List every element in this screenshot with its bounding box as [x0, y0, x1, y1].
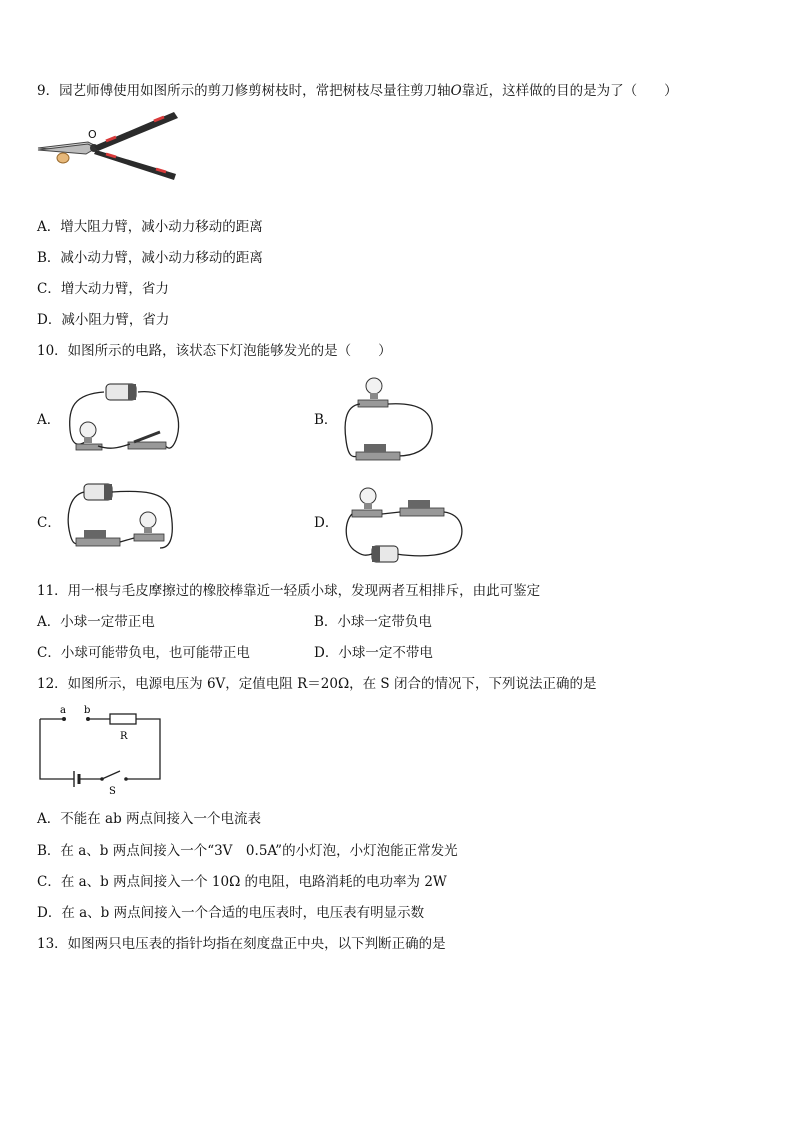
q10-circuit-b — [340, 372, 440, 464]
q12-terminal-a: a — [60, 705, 66, 716]
q12-circuit-figure — [36, 703, 168, 795]
q10-circuit-a — [64, 378, 184, 458]
q9-axis-letter: O — [450, 83, 462, 99]
q11-option-a[interactable]: A．小球一定带正电 — [37, 614, 155, 630]
q12-stem: 12．如图所示，电源电压为 6V，定值电阻 R＝20Ω，在 S 闭合的情况下，下列说法正确的是 — [37, 676, 597, 692]
q12-option-a[interactable]: A．不能在 ab 两点间接入一个电流表 — [37, 811, 262, 827]
q13-stem: 13．如图两只电压表的指针均指在刻度盘正中央，以下判断正确的是 — [37, 936, 446, 952]
q9-option-d[interactable]: D．减小阻力臂，省力 — [37, 312, 170, 328]
q10-label-a[interactable]: A． — [37, 412, 61, 428]
q10-label-d[interactable]: D． — [314, 515, 339, 531]
q12-option-c[interactable]: C．在 a、b 两点间接入一个 10Ω 的电阻，电路消耗的电功率为 2W — [37, 874, 447, 890]
q9-scissors-figure — [36, 108, 184, 180]
q12-option-b[interactable]: B．在 a、b 两点间接入一个“3V 0.5A”的小灯泡，小灯泡能正常发光 — [37, 843, 458, 859]
q11-stem: 11．用一根与毛皮摩擦过的橡胶棒靠近一轻质小球，发现两者互相排斥，由此可鉴定 — [37, 583, 541, 599]
q10-circuit-c — [64, 478, 184, 558]
q9-pivot-label: O — [88, 128, 97, 141]
q11-option-c[interactable]: C．小球可能带负电，也可能带正电 — [37, 645, 250, 661]
q12-terminal-b: b — [84, 705, 91, 716]
q10-stem: 10．如图所示的电路，该状态下灯泡能够发光的是（ ） — [37, 343, 392, 359]
q9-option-b[interactable]: B．减小动力臂，减小动力移动的距离 — [37, 250, 263, 266]
q10-label-c[interactable]: C． — [37, 515, 61, 531]
q9-option-a[interactable]: A．增大阻力臂，减小动力移动的距离 — [37, 219, 263, 235]
q9-option-c[interactable]: C．增大动力臂，省力 — [37, 281, 169, 297]
q10-label-b[interactable]: B． — [314, 412, 338, 428]
q9-stem: 9．园艺师傅使用如图所示的剪刀修剪树枝时，常把树枝尽量往剪刀轴O靠近，这样做的目的是为了（ ） — [37, 83, 678, 99]
q12-switch-label: S — [109, 786, 116, 795]
q12-option-d[interactable]: D．在 a、b 两点间接入一个合适的电压表时，电压表有明显示数 — [37, 905, 425, 921]
q12-resistor-label: R — [120, 731, 128, 742]
q11-option-d[interactable]: D．小球一定不带电 — [314, 645, 433, 661]
q10-circuit-d — [344, 482, 468, 570]
q11-option-b[interactable]: B．小球一定带负电 — [314, 614, 432, 630]
